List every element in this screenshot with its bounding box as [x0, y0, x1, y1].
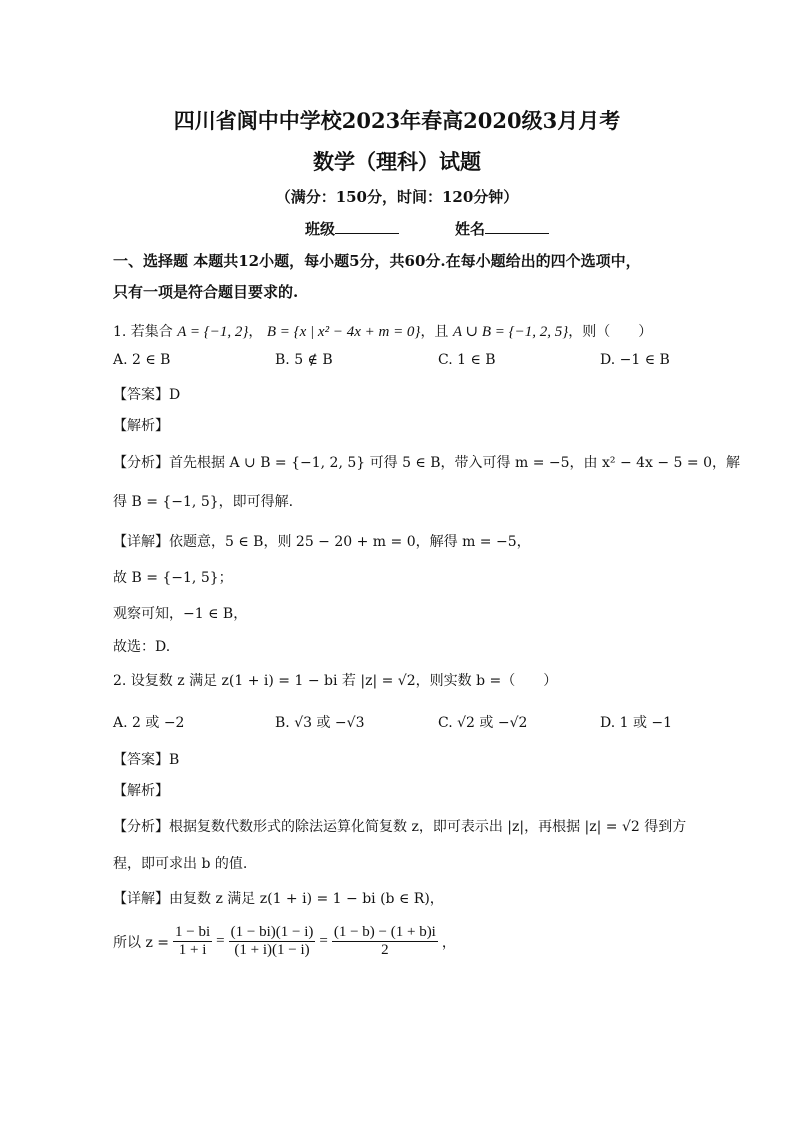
q2-option-b: B. √3 或 −√3 — [275, 715, 365, 731]
q2-fenxi-text1: 根据复数代数形式的除法运算化简复数 z，即可表示出 |z|，再根据 |z| = √2 得到方 — [169, 819, 687, 835]
q1-fenxi-line2: 得 B = {−1, 5}，即可得解. — [113, 494, 294, 510]
q2-fraction-1 — [173, 924, 212, 960]
q2-option-a: A. 2 或 −2 — [113, 715, 185, 731]
class-blank — [335, 219, 399, 234]
q1-analysis-tag: 【解析】 — [113, 418, 169, 434]
q2-fraction-1-num: 1 − bi — [173, 924, 212, 942]
q1-answer-tag: 【答案】 — [113, 387, 169, 403]
q1-answer-value: D — [169, 387, 181, 403]
q1-option-b: B. 5 ∉ B — [275, 352, 333, 368]
q2-fenxi-line1 — [113, 816, 686, 836]
q2-fenxi-tag: 【分析】 — [113, 819, 169, 835]
q1-set-a: A = {−1, 2} — [177, 324, 249, 340]
q1-set-b: B = {x | x² − 4x + m = 0} — [266, 324, 421, 340]
name-blank — [485, 219, 549, 234]
q2-analysis-tag: 【解析】 — [113, 783, 169, 799]
q2-fraction-2-num: (1 − bi)(1 − i) — [229, 924, 316, 942]
q2-fraction-3 — [332, 924, 438, 960]
q1-fenxi-text1: 首先根据 A ∪ B = {−1, 2, 5} 可得 5 ∈ B，带入可得 m = −5，由 x² − 4x − 5 = 0，解 — [169, 455, 740, 471]
q2-option-c: C. √2 或 −√2 — [438, 715, 528, 731]
q2-answer-tag: 【答案】 — [113, 752, 169, 768]
q1-detail-tag: 【详解】 — [113, 534, 169, 550]
q2-detail-text1: 由复数 z 满足 z(1 + i) = 1 − bi (b ∈ R)， — [169, 891, 444, 907]
q2-fraction-3-den: 2 — [381, 942, 389, 959]
q1-option-c: C. 1 ∈ B — [438, 352, 496, 368]
exam-info: （满分：150分，时间：120分钟） — [275, 188, 519, 206]
document-subtitle: 数学（理科）试题 — [313, 149, 481, 174]
q2-fenxi-line2: 程，即可求出 b 的值. — [113, 856, 248, 872]
q1-option-d: D. −1 ∈ B — [600, 352, 670, 368]
q2-stem: 2. 设复数 z 满足 z(1 + i) = 1 − bi 若 |z| = √2，则实数 b =（ ） — [113, 673, 558, 689]
q2-equals-1: = — [216, 933, 225, 950]
q1-detail-line2: 故 B = {−1, 5}； — [113, 570, 233, 586]
q1-option-a: A. 2 ∈ B — [113, 352, 171, 368]
section-heading-line2: 只有一项是符合题目要求的. — [113, 283, 299, 301]
q1-union: A ∪ B = {−1, 2, 5} — [452, 324, 569, 340]
q2-trailing-comma: ， — [441, 934, 456, 951]
name-field — [455, 218, 549, 239]
q2-fraction-2-den: (1 + i)(1 − i) — [234, 942, 310, 959]
document-title: 四川省阆中中学校2023年春高2020级3月月考 — [173, 108, 621, 133]
q1-stem: 1. 若集合 A = {−1, 2}， B = {x | x² − 4x + m = 0}，且 A ∪ B = {−1, 2, 5}，则（ ） — [113, 324, 653, 340]
q2-fraction-3-num: (1 − b) − (1 + b)i — [332, 924, 438, 942]
section-heading-line1: 一、选择题 本题共12小题，每小题5分，共60分.在每小题给出的四个选项中， — [113, 252, 641, 270]
q1-fenxi-tag: 【分析】 — [113, 455, 169, 471]
q2-fraction-2 — [229, 924, 316, 960]
q1-detail-line4: 故选：D. — [113, 639, 171, 655]
q2-answer — [113, 749, 179, 769]
q1-answer — [113, 384, 180, 404]
q1-stem-prefix: 1. 若集合 — [113, 324, 173, 340]
q2-detail-line1 — [113, 888, 444, 908]
q2-so-prefix: 所以 z = — [113, 934, 170, 951]
name-label: 姓名 — [455, 220, 486, 238]
q2-fraction-1-den: 1 + i — [178, 942, 207, 959]
class-label: 班级 — [305, 220, 336, 238]
q2-derivation — [113, 924, 456, 960]
q1-stem-suffix: ，则（ ） — [568, 324, 653, 340]
q1-detail-line1 — [113, 531, 531, 551]
q1-fenxi-line1 — [113, 452, 740, 472]
q2-detail-tag: 【详解】 — [113, 891, 169, 907]
q2-equals-2: = — [319, 933, 328, 950]
q2-answer-value: B — [169, 752, 180, 768]
class-field — [305, 218, 399, 239]
q2-option-d: D. 1 或 −1 — [600, 715, 673, 731]
q1-detail-text1: 依题意，5 ∈ B，则 25 − 20 + m = 0，解得 m = −5， — [169, 534, 531, 550]
q1-detail-line3: 观察可知，−1 ∈ B， — [113, 606, 248, 622]
